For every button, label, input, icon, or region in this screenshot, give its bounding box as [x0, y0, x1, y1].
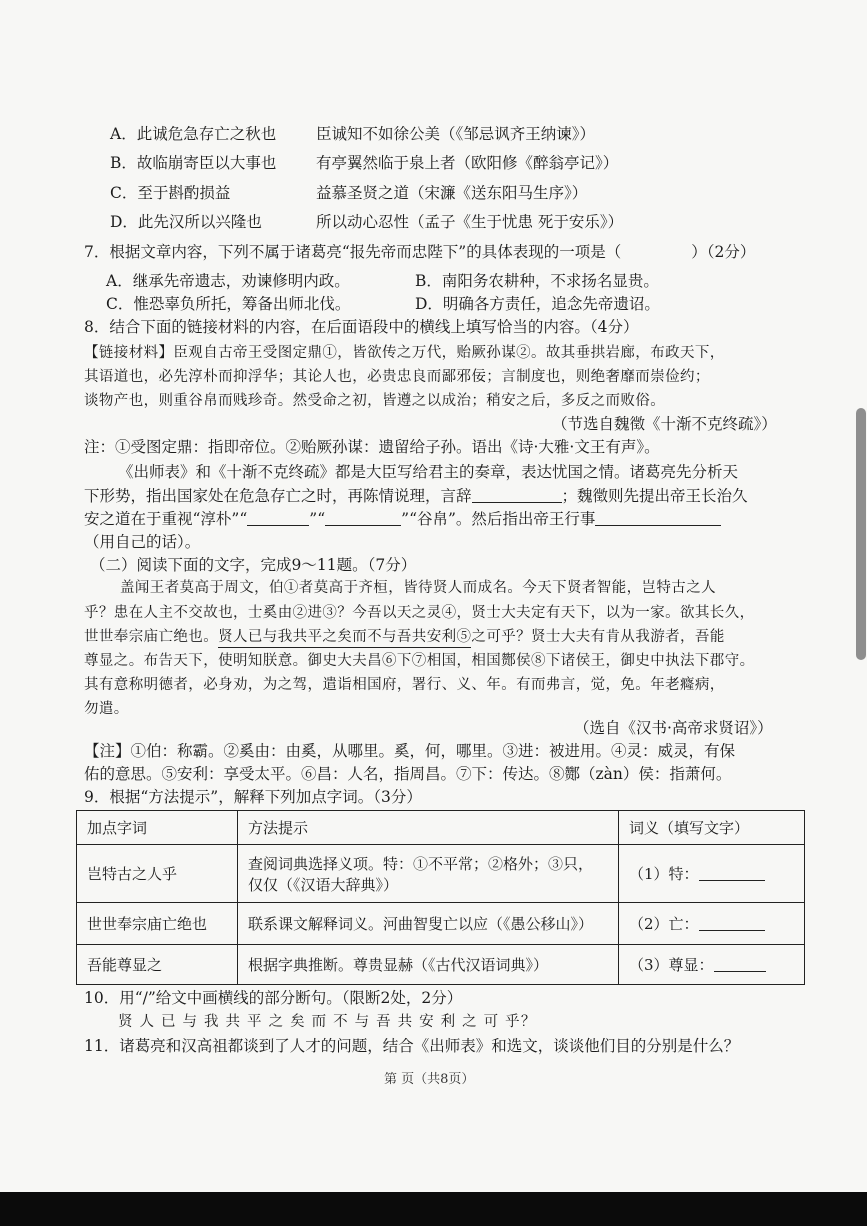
q9-row1-answer-label: （1）特： — [629, 865, 699, 883]
q8-paragraph-line-3 — [84, 509, 721, 529]
q6-option-c-left: C．至于斟酌损益 — [110, 184, 231, 202]
scrollbar-track[interactable] — [853, 0, 867, 1186]
q9-table-header-row — [77, 811, 805, 845]
q6-option-a-left: A．此诚危急存亡之秋也 — [110, 125, 277, 143]
q9-row1-word: 岂特古之人乎 — [77, 845, 238, 903]
section2-note-line-1: 【注】①伯：称霸。②奚由：由奚，从哪里。奚，何，哪里。③进：被进用。④灵：威灵，有保 — [84, 742, 736, 760]
section2-title: （二）阅读下面的文字，完成9～11题。（7分） — [90, 556, 417, 574]
q8-paragraph-line-1: 《出师表》和《十渐不克终疏》都是大臣写给君主的奏章，表达忧国之情。诸葛亮先分析天 — [118, 463, 739, 481]
q8-material-source: （节选自魏徵《十渐不克终疏》） — [552, 415, 777, 433]
q9-row3-answer[interactable] — [619, 945, 805, 985]
q8-para3-text-c: ”“谷帛”。然后指出帝王行事 — [401, 510, 596, 528]
q7-score: ）（2分） — [691, 243, 756, 261]
q7-option-c: C．惟恐辜负所托，筹备出师北伐。 — [106, 295, 351, 313]
q8-para2-text-a: 下形势，指出国家处在危急存亡之时，再陈情说理，言辞 — [84, 487, 472, 505]
q9-header-hint: 方法提示 — [238, 811, 619, 845]
q9-row2-answer-label: （2）亡： — [629, 915, 699, 933]
q9-header-meaning: 词义（填写文字） — [619, 811, 805, 845]
q9-row1-hint-line-2: 仅仅（《汉语大辞典》） — [248, 875, 399, 894]
q9-row1-hint-line-1: 查阅词典选择义项。特：①不平常；②格外；③只， — [248, 854, 594, 873]
bottom-bar — [0, 1192, 867, 1226]
q9-row3-answer-label: （3）尊显： — [629, 956, 714, 974]
q9-row2-hint: 联系课文解释词义。河曲智叟亡以应（《愚公移山》） — [238, 903, 619, 945]
q10-sentence[interactable]: 贤 人 已 与 我 共 平 之 矣 而 不 与 吾 共 安 利 之 可 乎？ — [118, 1014, 537, 1030]
q6-option-d-left: D．此先汉所以兴隆也 — [110, 213, 262, 231]
q8-material-line-1: 【链接材料】臣观自古帝王受图定鼎①，皆欲传之万代，贻厥孙谋②。故其垂拱岩廊，布政天下， — [84, 345, 725, 361]
q8-material-line-2: 其语道也，必先淳朴而抑浮华；其论人也，必贵忠良而鄙邪佞；言制度也，则绝奢靡而崇俭约； — [84, 369, 710, 385]
q7-stem — [84, 242, 755, 262]
section2-note-line-2: 佑的意思。⑤安利：享受太平。⑥昌：人名，指周昌。⑦下：传达。⑧酂（zàn）侯：指萧何。 — [84, 765, 732, 783]
q9-row3-hint: 根据字典推断。尊贵显赫（《古代汉语词典》） — [238, 945, 619, 985]
section2-text-line-3-start: 世世奉宗庙亡绝也。 — [84, 629, 219, 645]
q9-row1-hint — [238, 845, 619, 903]
q9-row1-blank[interactable] — [699, 865, 765, 881]
q9-row2-word: 世世奉宗庙亡绝也 — [77, 903, 238, 945]
q8-paragraph-line-4: （用自己的话）。 — [84, 533, 201, 551]
q6-option-b-right: 有亭翼然临于泉上者（欧阳修《醉翁亭记》） — [316, 154, 619, 172]
q8-blank-1[interactable] — [472, 487, 562, 503]
q9-row3-word: 吾能尊显之 — [77, 945, 238, 985]
q8-para2-text-b: ；魏徵则先提出帝王长治久 — [561, 487, 748, 505]
q9-row1-answer[interactable] — [619, 845, 805, 903]
section2-underlined-sentence: 贤人已与我共平之矣而不与吾共安利⑤ — [218, 627, 471, 648]
table-row — [77, 903, 805, 945]
q8-blank-3[interactable] — [325, 510, 401, 526]
q9-header-word: 加点字词 — [77, 811, 238, 845]
page-footer: 第 页（共8页） — [384, 1072, 475, 1087]
table-row — [77, 945, 805, 985]
q7-option-d: D．明确各方责任，追念先帝遗诏。 — [415, 295, 660, 313]
q9-row2-blank[interactable] — [699, 915, 765, 931]
section2-source: （选自《汉书·高帝求贤诏》） — [574, 719, 773, 737]
section2-text-line-1: 盖闻王者莫高于周文，伯①者莫高于齐桓，皆待贤人而成名。今天下贤者智能，岂特古之人 — [120, 580, 716, 596]
section2-text-line-3-end: 之可乎？贤士大夫有肯从我游者，吾能 — [471, 629, 725, 645]
q6-option-c-right: 益慕圣贤之道（宋濂《送东阳马生序》） — [316, 184, 588, 202]
q7-option-a: A．继承先帝遗志，劝谏修明内政。 — [106, 272, 350, 290]
q8-note: 注：①受图定鼎：指即帝位。②贻厥孙谋：遗留给子孙。语出《诗·大雅·文王有声》。 — [84, 438, 660, 456]
q6-option-b-left: B．故临崩寄臣以大事也 — [110, 154, 277, 172]
scrollbar-thumb[interactable] — [856, 408, 866, 660]
q8-para3-text-a: 安之道在于重视“淳朴”“ — [84, 510, 248, 528]
q11-stem: 11．诸葛亮和汉高祖都谈到了人才的问题，结合《出师表》和选文，谈谈他们目的分别是什么？ — [84, 1037, 740, 1055]
q6-option-a-right: 臣诚知不如徐公美（《邹忌讽齐王纳谏》） — [316, 125, 596, 143]
q7-stem-text: 7．根据文章内容，下列不属于诸葛亮“报先帝而忠陛下”的具体表现的一项是（ — [84, 243, 622, 261]
q8-blank-2[interactable] — [247, 510, 309, 526]
q8-material-line-3: 谈物产也，则重谷帛而贱珍奇。然受命之初，皆遵之以成治；稍安之后，多反之而败俗。 — [84, 393, 666, 409]
section2-text-line-4: 尊显之。布告天下，使明知朕意。御史大夫昌⑥下⑦相国，相国酂侯⑧下诸侯王，御史中执法下郡守。 — [84, 653, 755, 669]
q8-stem: 8．结合下面的链接材料的内容，在后面语段中的横线上填写恰当的内容。（4分） — [84, 318, 639, 336]
section2-text-line-6: 勿遣。 — [84, 701, 129, 717]
section2-text-line-2: 乎？患在人主不交故也，士奚由②进③？今吾以天之灵④，贤士大夫定有天下，以为一家。欲其长久， — [84, 605, 755, 621]
q6-option-d-right: 所以动心忍性（孟子《生于忧患 死于安乐》） — [316, 213, 624, 231]
q10-stem: 10．用“/”给文中画横线的部分断句。（限断2处，2分） — [84, 989, 463, 1007]
q8-blank-4[interactable] — [595, 510, 721, 526]
q9-table — [76, 810, 805, 985]
q7-option-b: B．南阳务农耕种，不求扬名显贵。 — [415, 272, 659, 290]
section2-text-line-3 — [84, 627, 725, 648]
q8-para3-text-b: ”“ — [309, 510, 326, 528]
q8-paragraph-line-2 — [84, 486, 748, 506]
section2-text-line-5: 其有意称明德者，必身劝，为之驾，遣诣相国府，署行、义、年。有而弗言，觉，免。年老癃病， — [84, 677, 725, 693]
table-row — [77, 845, 805, 903]
q9-row3-blank[interactable] — [714, 956, 766, 972]
q9-row2-answer[interactable] — [619, 903, 805, 945]
q9-stem: 9．根据“方法提示”，解释下列加点字词。（3分） — [84, 788, 422, 806]
